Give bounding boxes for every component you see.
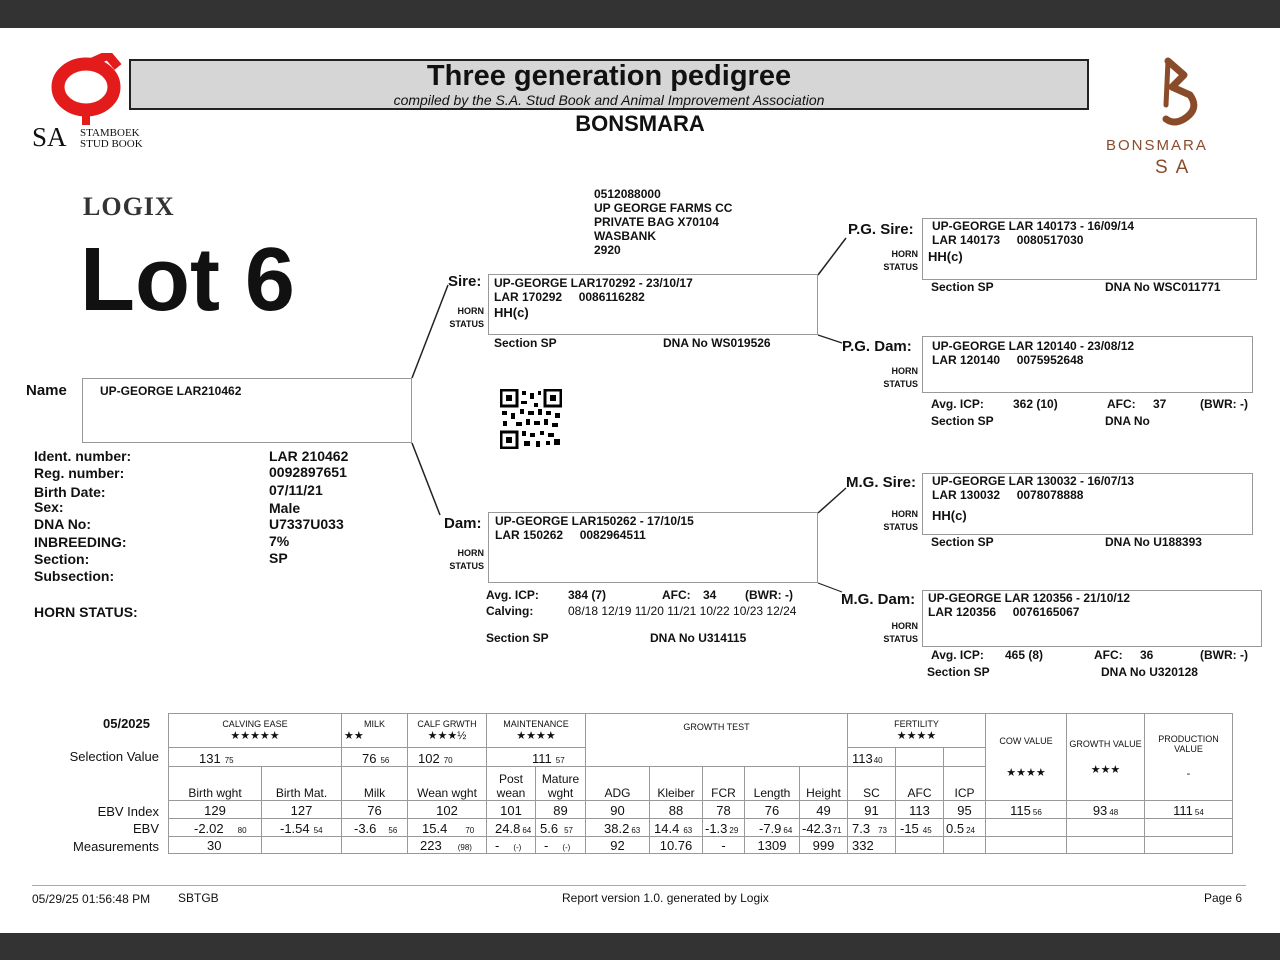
cow-value-index (986, 801, 1067, 819)
meas-cell (342, 837, 408, 854)
col-header-birth-wght: Birth wght (169, 767, 262, 801)
breeder-line: UP GEORGE FARMS CC (594, 201, 733, 215)
pg-dam-bwr: (BWR: -) (1200, 397, 1248, 411)
ebv-accuracy: 29 (729, 826, 739, 835)
group-growth-test (586, 714, 848, 767)
ebv-index-cell: 91 (848, 801, 896, 819)
ebv-cell (896, 819, 944, 837)
sv-accuracy: 56 (380, 756, 390, 765)
ebv-index-cell: 101 (487, 801, 536, 819)
ebv-accuracy: 56 (388, 826, 398, 835)
group-calving-ease (169, 714, 342, 748)
ebv-accuracy: 63 (683, 826, 693, 835)
empty-cell (1067, 819, 1145, 837)
ebv-cell (650, 819, 703, 837)
group-label: COW VALUE (999, 735, 1053, 746)
ebv-accuracy: 71 (832, 826, 842, 835)
meas-cell (944, 837, 986, 854)
meas-sub: (-) (562, 843, 571, 852)
group-growth-value (1067, 714, 1145, 801)
group-cow-value (986, 714, 1067, 801)
ebv-cell (848, 819, 896, 837)
dna-value: U7337U033 (269, 516, 344, 532)
row-label-ebv-index: EBV Index (97, 804, 159, 819)
index-value: 93 (1092, 803, 1108, 818)
ebv-index-cell: 49 (800, 801, 848, 819)
ebv-value: 38.2 (604, 821, 630, 836)
row-label-measurements: Measurements (73, 839, 159, 854)
ebv-cell (487, 819, 536, 837)
meas-cell: 30 (169, 837, 262, 854)
meas-cell: 332 (848, 837, 896, 854)
dam-label: Dam: (444, 515, 482, 532)
ebv-index-cell: 76 (342, 801, 408, 819)
group-maintenance (487, 714, 586, 748)
pg-dam-ids: LAR 120140 0075952648 (932, 353, 1084, 367)
mg-sire-horn: HH(c) (932, 508, 967, 523)
sv-accuracy: 57 (555, 756, 565, 765)
ebv-cell (745, 819, 800, 837)
mg-dam-dna: DNA No U320128 (1101, 665, 1198, 679)
horn-label: HORN (457, 306, 484, 316)
ebv-accuracy: 45 (922, 826, 932, 835)
inbreeding-label: INBREEDING: (34, 534, 127, 550)
ebv-cell (408, 819, 487, 837)
status-label: STATUS (883, 262, 918, 272)
rating-stars: ★★★ (1090, 763, 1121, 776)
group-calf-growth (408, 714, 487, 748)
meas-cell (896, 837, 944, 854)
studbook-logo-sa: SA (32, 122, 67, 152)
meas-sub: (-) (513, 843, 522, 852)
ebv-index-cell: 95 (944, 801, 986, 819)
dam-avg-icp-label: Avg. ICP: (486, 588, 539, 602)
index-value: 111 (1173, 803, 1193, 818)
group-label: CALF GRWTH (417, 719, 477, 729)
col-header-icp: ICP (944, 767, 986, 801)
dam-calving: 08/18 12/19 11/20 11/21 10/22 10/23 12/24 (568, 604, 797, 618)
mg-dam-box (922, 590, 1262, 647)
sire-label: Sire: (448, 273, 482, 290)
ebv-value: 24.8 (495, 821, 521, 836)
col-header-sc: SC (848, 767, 896, 801)
sire-box (488, 274, 818, 335)
reg-label: Reg. number: (34, 465, 125, 481)
ebv-accuracy: 70 (465, 826, 475, 835)
pg-dam-section: Section SP (931, 414, 994, 428)
meas-value: 223 (420, 838, 442, 853)
status-label: STATUS (883, 634, 918, 644)
rating-stars: ★★ (344, 730, 364, 742)
mg-dam-afc-label: AFC: (1094, 648, 1123, 662)
pg-dam-horn-status-label (879, 365, 918, 391)
ebv-table (168, 713, 1233, 854)
breed-name: BONSMARA (575, 111, 705, 136)
ebv-index-cell: 127 (262, 801, 342, 819)
col-header-wean-wght: Wean wght (408, 767, 487, 801)
meas-value: - (544, 838, 549, 853)
ebv-value: 0.5 (946, 821, 965, 836)
pg-sire-section: Section SP (931, 280, 994, 294)
footer-timestamp: 05/29/25 01:56:48 PM (32, 892, 151, 906)
group-label: MILK (363, 719, 385, 729)
footer-page: Page 6 (1204, 891, 1243, 905)
meas-sub: (98) (457, 843, 472, 852)
sire-ids: LAR 170292 0086116282 (494, 290, 645, 304)
ebv-accuracy: 64 (522, 826, 532, 835)
mg-dam-horn-status-label (879, 620, 918, 646)
ebv-accuracy: 54 (313, 826, 323, 835)
mg-sire-label: M.G. Sire: (846, 474, 917, 491)
meas-cell (487, 837, 536, 854)
ebv-accuracy: 63 (631, 826, 641, 835)
col-header-post-wean: Post wean (487, 767, 536, 801)
meas-cell (262, 837, 342, 854)
ebv-cell (944, 819, 986, 837)
horn-label: HORN (891, 366, 918, 376)
col-header-adg: ADG (586, 767, 650, 801)
ebv-value: -42.3 (802, 821, 832, 836)
qr-code-icon (500, 389, 562, 449)
rating-stars: ★★★★ (896, 730, 937, 742)
group-label: PRODUCTION VALUE (1158, 734, 1219, 754)
horn-label: HORN (457, 548, 484, 558)
logix-logo: LOGIX (83, 192, 175, 221)
empty-cell (1145, 837, 1233, 854)
pg-sire-horn-status-label (879, 248, 918, 274)
rating-stars: ★★★★★ (230, 730, 280, 742)
sv-value: 111 (532, 751, 552, 766)
pg-dam-avg-icp-label: Avg. ICP: (931, 397, 984, 411)
empty-cell (986, 837, 1067, 854)
sv-accuracy: 40 (873, 756, 883, 765)
mg-dam-avg-icp: 465 (8) (1005, 648, 1044, 662)
meas-cell: 92 (586, 837, 650, 854)
ebv-cell (800, 819, 848, 837)
ident-label: Ident. number: (34, 448, 132, 464)
status-label: STATUS (449, 561, 484, 571)
empty-cell (1067, 837, 1145, 854)
production-value-index (1145, 801, 1233, 819)
pg-dam-label: P.G. Dam: (842, 338, 912, 355)
mg-sire-ids: LAR 130032 0078078888 (932, 488, 1084, 502)
row-label-ebv: EBV (132, 821, 159, 836)
rating-stars: ★★★½ (427, 730, 467, 742)
ebv-accuracy: 80 (237, 826, 247, 835)
row-label-selection-value: Selection Value (69, 749, 159, 764)
group-label: MAINTENANCE (503, 719, 569, 729)
group-label: GROWTH VALUE (1069, 738, 1142, 749)
mg-dam-section: Section SP (927, 665, 990, 679)
animal-name: UP-GEORGE LAR210462 (100, 384, 242, 398)
section-label: Section: (34, 551, 90, 567)
growth-value-index (1067, 801, 1145, 819)
ebv-value: -2.02 (194, 821, 224, 836)
sex-value: Male (269, 500, 301, 516)
breeder-line: WASBANK (594, 229, 656, 243)
col-header-fcr: FCR (703, 767, 745, 801)
sire-horn: HH(c) (494, 305, 529, 320)
birth-date-label: Birth Date: (34, 484, 106, 500)
pg-sire-dna: DNA No WSC011771 (1105, 280, 1221, 294)
meas-cell: 1309 (745, 837, 800, 854)
ebv-cell (262, 819, 342, 837)
footer-report: Report version 1.0. generated by Logix (562, 891, 769, 905)
group-production-value (1145, 714, 1233, 801)
subsection-label: Subsection: (34, 568, 115, 584)
pg-sire-name: UP-GEORGE LAR 140173 - 16/09/14 (932, 219, 1135, 233)
inbreeding-value: 7% (269, 533, 290, 549)
dam-ids: LAR 150262 0082964511 (495, 528, 646, 542)
ebv-index-cell: 88 (650, 801, 703, 819)
ebv-value: -7.9 (759, 821, 782, 836)
ebv-index-cell: 102 (408, 801, 487, 819)
breeder-line: 2920 (594, 243, 621, 257)
dam-afc: 34 (703, 588, 717, 602)
status-label: STATUS (883, 522, 918, 532)
col-header-mature-wght: Mature wght (536, 767, 586, 801)
pg-sire-box (922, 218, 1257, 280)
ebv-cell (169, 819, 262, 837)
mg-dam-avg-icp-label: Avg. ICP: (931, 648, 984, 662)
status-label: STATUS (883, 379, 918, 389)
ebv-value: 15.4 (422, 821, 448, 836)
studbook-logo-line3: STUD BOOK (80, 138, 143, 150)
dam-calving-label: Calving: (486, 604, 534, 618)
ebv-cell (536, 819, 586, 837)
studbook-logo-line2: STAMBOEK (80, 127, 140, 139)
empty-cell (986, 819, 1067, 837)
group-label: FERTILITY (894, 719, 939, 729)
mg-dam-bwr: (BWR: -) (1200, 648, 1248, 662)
dam-avg-icp: 384 (7) (568, 588, 607, 602)
meas-value: - (495, 838, 500, 853)
sire-name: UP-GEORGE LAR170292 - 23/10/17 (494, 276, 693, 290)
page-subtitle: compiled by the S.A. Stud Book and Animal Improvement Association (393, 92, 825, 108)
bonsmara-logo-line2: SA (1155, 157, 1197, 178)
sv-milk (342, 748, 408, 767)
ebv-index-cell: 76 (745, 801, 800, 819)
meas-cell: 999 (800, 837, 848, 854)
dna-label: DNA No: (34, 516, 92, 532)
group-label: CALVING EASE (222, 719, 288, 729)
dam-box (488, 512, 818, 583)
sv-empty (896, 748, 944, 767)
index-value: 115 (1010, 803, 1031, 818)
sv-empty (944, 748, 986, 767)
pg-dam-afc-label: AFC: (1107, 397, 1136, 411)
meas-cell: 10.76 (650, 837, 703, 854)
section-value: SP (269, 550, 288, 566)
col-header-height: Height (800, 767, 848, 801)
ebv-index-cell: 89 (536, 801, 586, 819)
ident-value: LAR 210462 (269, 448, 349, 464)
horn-status-label: HORN STATUS: (34, 604, 138, 620)
sv-maintenance (487, 748, 586, 767)
mg-dam-ids: LAR 120356 0076165067 (928, 605, 1080, 619)
mg-dam-label: M.G. Dam: (841, 591, 916, 608)
sire-section: Section SP (494, 336, 557, 350)
ebv-cell (342, 819, 408, 837)
ebv-value: -1.54 (280, 821, 310, 836)
group-fertility (848, 714, 986, 748)
ebv-index-cell: 90 (586, 801, 650, 819)
sv-accuracy: 75 (224, 756, 234, 765)
mg-sire-section: Section SP (931, 535, 994, 549)
pg-dam-dna: DNA No (1105, 414, 1150, 428)
reg-value: 0092897651 (269, 464, 347, 480)
dam-horn-status-label (447, 547, 484, 573)
col-header-length: Length (745, 767, 800, 801)
col-header-afc: AFC (896, 767, 944, 801)
bonsmara-logo-line1: BONSMARA (1106, 137, 1208, 154)
empty-cell (1145, 819, 1233, 837)
sv-value: 102 (418, 751, 440, 766)
sv-value: 76 (362, 751, 377, 766)
dam-afc-label: AFC: (662, 588, 691, 602)
ebv-accuracy: 64 (783, 826, 793, 835)
index-accuracy: 48 (1109, 808, 1119, 817)
animal-name-box (82, 378, 412, 443)
meas-cell (536, 837, 586, 854)
breeder-line: 0512088000 (594, 187, 661, 201)
ebv-cell (586, 819, 650, 837)
dam-dna: DNA No U314115 (650, 631, 747, 645)
ebv-cell (703, 819, 745, 837)
horn-label: HORN (891, 249, 918, 259)
sv-fertility (848, 748, 896, 767)
dam-section: Section SP (486, 631, 549, 645)
col-header-kleiber: Kleiber (650, 767, 703, 801)
ebv-accuracy: 57 (564, 826, 573, 835)
meas-cell: - (703, 837, 745, 854)
ebv-value: 7.3 (852, 821, 871, 836)
rating-stars: ★★★★ (516, 730, 556, 742)
pg-dam-afc: 37 (1153, 397, 1167, 411)
mg-sire-box (922, 473, 1253, 535)
pg-dam-box (922, 336, 1253, 393)
ebv-value: 14.4 (654, 821, 680, 836)
sv-accuracy: 70 (443, 756, 453, 765)
group-milk (342, 714, 408, 748)
sire-dna: DNA No WS019526 (663, 336, 771, 350)
pg-dam-avg-icp: 362 (10) (1013, 397, 1058, 411)
pg-sire-horn: HH(c) (928, 249, 963, 264)
mg-sire-horn-status-label (879, 508, 918, 534)
ebv-date: 05/2025 (103, 716, 150, 731)
meas-cell (408, 837, 487, 854)
dam-name: UP-GEORGE LAR150262 - 17/10/15 (495, 514, 694, 528)
col-header-birth-mat: Birth Mat. (262, 767, 342, 801)
footer-divider (32, 885, 1246, 886)
footer-code: SBTGB (178, 891, 219, 905)
ebv-index-cell: 129 (169, 801, 262, 819)
page-title: Three generation pedigree (426, 60, 792, 92)
index-accuracy: 56 (1032, 808, 1042, 817)
horn-label: HORN (891, 621, 918, 631)
horn-label: HORN (891, 509, 918, 519)
col-header-milk: Milk (342, 767, 408, 801)
rating-stars: - (1186, 768, 1191, 780)
lot-number: Lot 6 (80, 230, 295, 330)
mg-dam-afc: 36 (1140, 648, 1154, 662)
status-label: STATUS (449, 319, 484, 329)
sv-value: 113 (852, 751, 873, 766)
mg-sire-dna: DNA No U188393 (1105, 535, 1202, 549)
mg-dam-name: UP-GEORGE LAR 120356 - 21/10/12 (928, 591, 1131, 605)
group-label: GROWTH TEST (683, 722, 750, 732)
breeder-line: PRIVATE BAG X70104 (594, 215, 719, 229)
ebv-accuracy: 73 (878, 826, 887, 835)
ebv-accuracy: 24 (966, 826, 975, 835)
ebv-value: -1.3 (705, 821, 728, 836)
sv-value: 131 (199, 751, 221, 766)
ebv-value: 5.6 (540, 821, 559, 836)
rating-stars: ★★★★ (1006, 766, 1046, 779)
dam-bwr: (BWR: -) (745, 588, 793, 602)
ebv-value: -15 (900, 821, 919, 836)
sv-calf-growth (408, 748, 487, 767)
mg-sire-name: UP-GEORGE LAR 130032 - 16/07/13 (932, 474, 1135, 488)
birth-date-value: 07/11/21 (269, 482, 323, 498)
ebv-index-cell: 78 (703, 801, 745, 819)
pg-sire-label: P.G. Sire: (848, 221, 914, 238)
sv-calving-ease (169, 748, 342, 767)
pg-sire-ids: LAR 140173 0080517030 (932, 233, 1084, 247)
index-accuracy: 54 (1194, 808, 1204, 817)
pg-dam-name: UP-GEORGE LAR 120140 - 23/08/12 (932, 339, 1135, 353)
sex-label: Sex: (34, 499, 64, 515)
sire-horn-status-label (447, 305, 484, 331)
ebv-index-cell: 113 (896, 801, 944, 819)
name-label: Name (26, 382, 67, 399)
ebv-value: -3.6 (354, 821, 377, 836)
